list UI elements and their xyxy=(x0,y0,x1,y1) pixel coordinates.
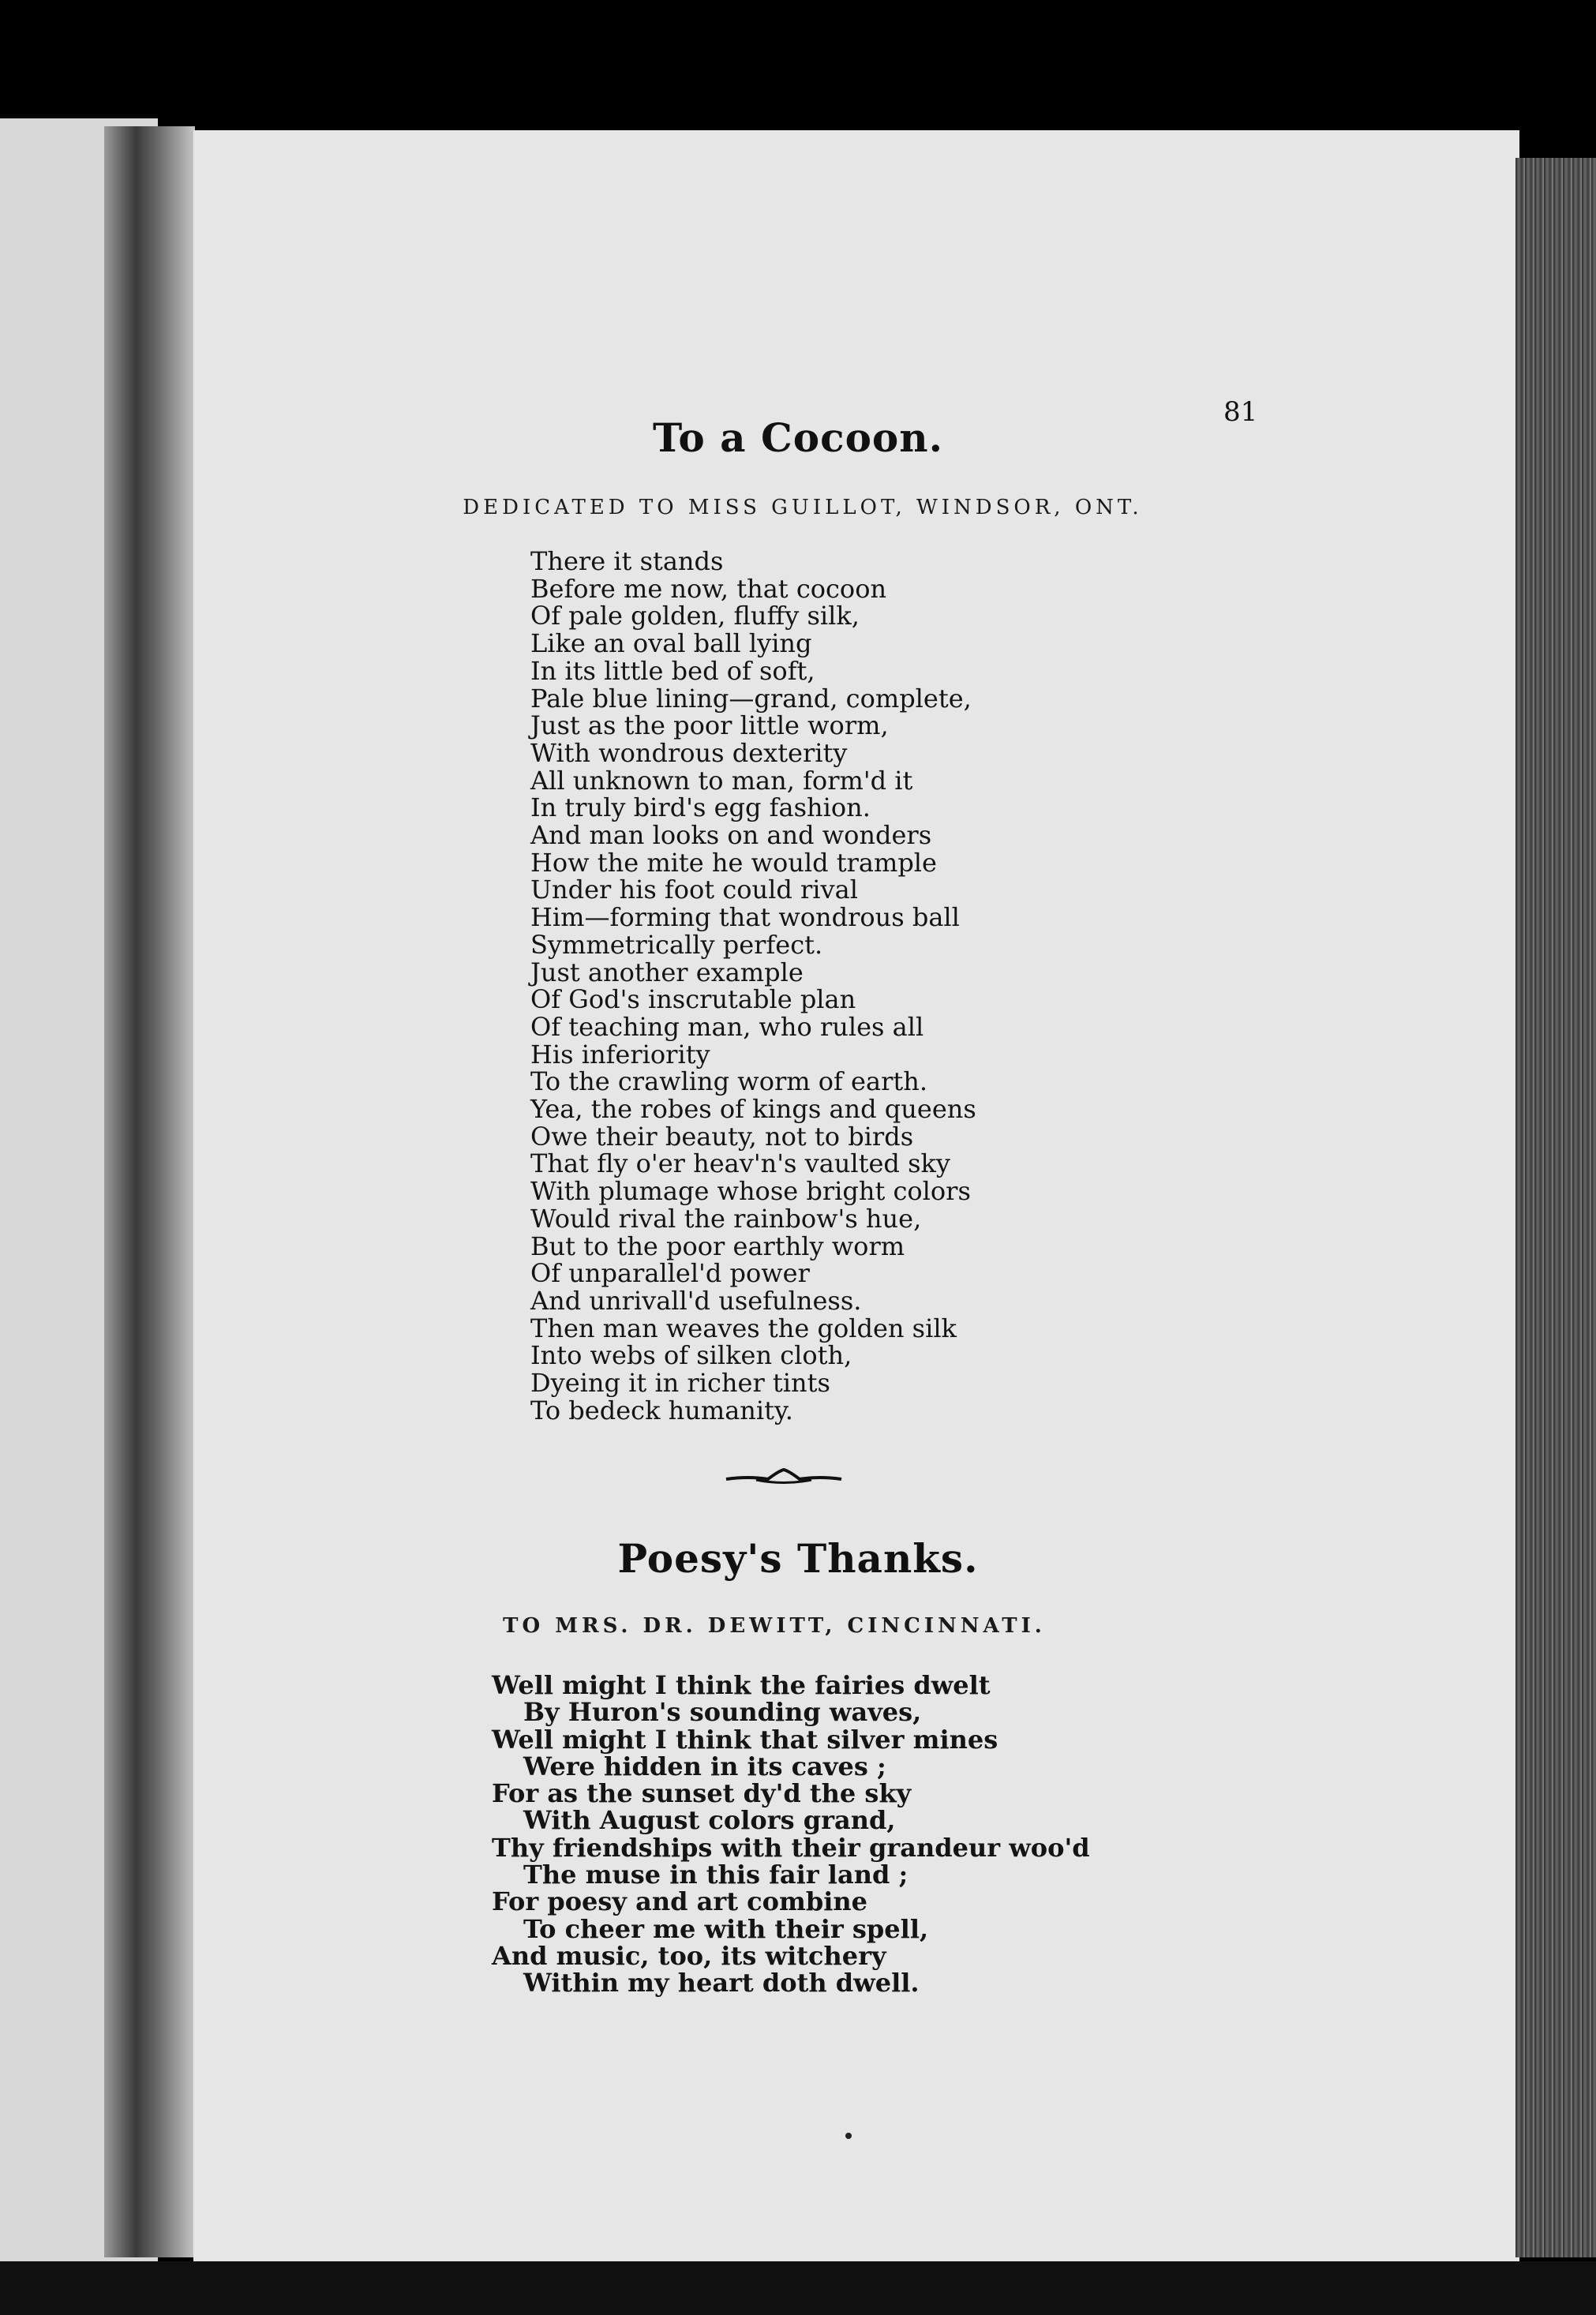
poem-line: Were hidden in its caves ; xyxy=(523,1751,886,1781)
poem-line: In truly bird's egg fashion. xyxy=(530,792,871,823)
poem-line: To the crawling worm of earth. xyxy=(530,1066,927,1097)
poem-line: By Huron's sounding waves, xyxy=(523,1697,922,1728)
poem-line: How the mite he would trample xyxy=(530,847,937,878)
poem-line: For as the sunset dy'd the sky xyxy=(492,1778,912,1809)
poem-line: His inferiority xyxy=(530,1039,710,1069)
poem-line: Yea, the robes of kings and queens xyxy=(530,1094,976,1125)
poem-line: Pale blue lining—grand, complete, xyxy=(530,683,972,714)
scan-border xyxy=(0,2261,1596,2315)
section-divider-ornament xyxy=(725,1468,843,1487)
poem-line: Of God's inscrutable plan xyxy=(530,984,856,1015)
poem-body-cocoon xyxy=(530,548,976,1425)
poem-line: Well might I think the fairies dwelt xyxy=(492,1670,991,1700)
poem-line: Symmetrically perfect. xyxy=(530,929,823,960)
poem-line: To cheer me with their spell, xyxy=(523,1913,929,1944)
poem-line: With wondrous dexterity xyxy=(530,737,848,768)
ink-dot xyxy=(845,2133,852,2139)
poem-line: Under his foot could rival xyxy=(530,875,858,905)
poem-line: Of pale golden, fluffy silk, xyxy=(530,601,860,631)
poem-line: Him—forming that wondrous ball xyxy=(530,902,960,933)
poem-line: Then man weaves the golden silk xyxy=(530,1313,957,1343)
poem-line: The muse in this fair land ; xyxy=(523,1860,909,1890)
poem-line: Owe their beauty, not to birds xyxy=(530,1121,914,1152)
poem-line: Just as the poor little worm, xyxy=(530,710,889,741)
poem-line: Of teaching man, who rules all xyxy=(530,1011,924,1042)
poem-line: With plumage whose bright colors xyxy=(530,1176,971,1207)
poem-line: Before me now, that cocoon xyxy=(530,573,887,604)
poem-title-cocoon: To a Cocoon. xyxy=(652,414,944,461)
poem-line: Of unparallel'd power xyxy=(530,1258,810,1289)
poem-line: There it stands xyxy=(530,546,724,576)
poem-line: And music, too, its witchery xyxy=(492,1940,886,1971)
poem-line: Thy friendships with their grandeur woo'd xyxy=(492,1832,1090,1863)
page-number: 81 xyxy=(1223,396,1258,428)
poem-line: Within my heart doth dwell. xyxy=(523,1968,920,1998)
poem-line: Well might I think that silver mines xyxy=(492,1724,998,1755)
poem-line: In its little bed of soft, xyxy=(530,655,815,686)
poem-line: Would rival the rainbow's hue, xyxy=(530,1203,922,1234)
poem-title-poesy: Poesy's Thanks. xyxy=(617,1535,979,1582)
poem-line: To bedeck humanity. xyxy=(530,1395,793,1425)
poem-line: And man looks on and wonders xyxy=(530,820,932,851)
page-stack-edge xyxy=(1515,158,1596,2257)
poem-line: And unrivall'd usefulness. xyxy=(530,1285,862,1316)
poem-line: For poesy and art combine xyxy=(492,1886,868,1917)
poem-dedication-cocoon: DEDICATED TO MISS GUILLOT, WINDSOR, ONT. xyxy=(463,496,1143,519)
poem-line: All unknown to man, form'd it xyxy=(530,765,913,796)
poem-dedication-poesy: TO MRS. DR. DEWITT, CINCINNATI. xyxy=(503,1614,1046,1638)
poem-line: Just another example xyxy=(530,957,804,987)
poem-line: That fly o'er heav'n's vaulted sky xyxy=(530,1148,950,1179)
poem-line: Into webs of silken cloth, xyxy=(530,1340,852,1371)
poem-line: With August colors grand, xyxy=(523,1805,896,1836)
poem-line: But to the poor earthly worm xyxy=(530,1231,905,1261)
poem-line: Like an oval ball lying xyxy=(530,628,812,659)
poem-line: Dyeing it in richer tints xyxy=(530,1368,830,1399)
poem-body-poesy xyxy=(492,1672,1090,1997)
